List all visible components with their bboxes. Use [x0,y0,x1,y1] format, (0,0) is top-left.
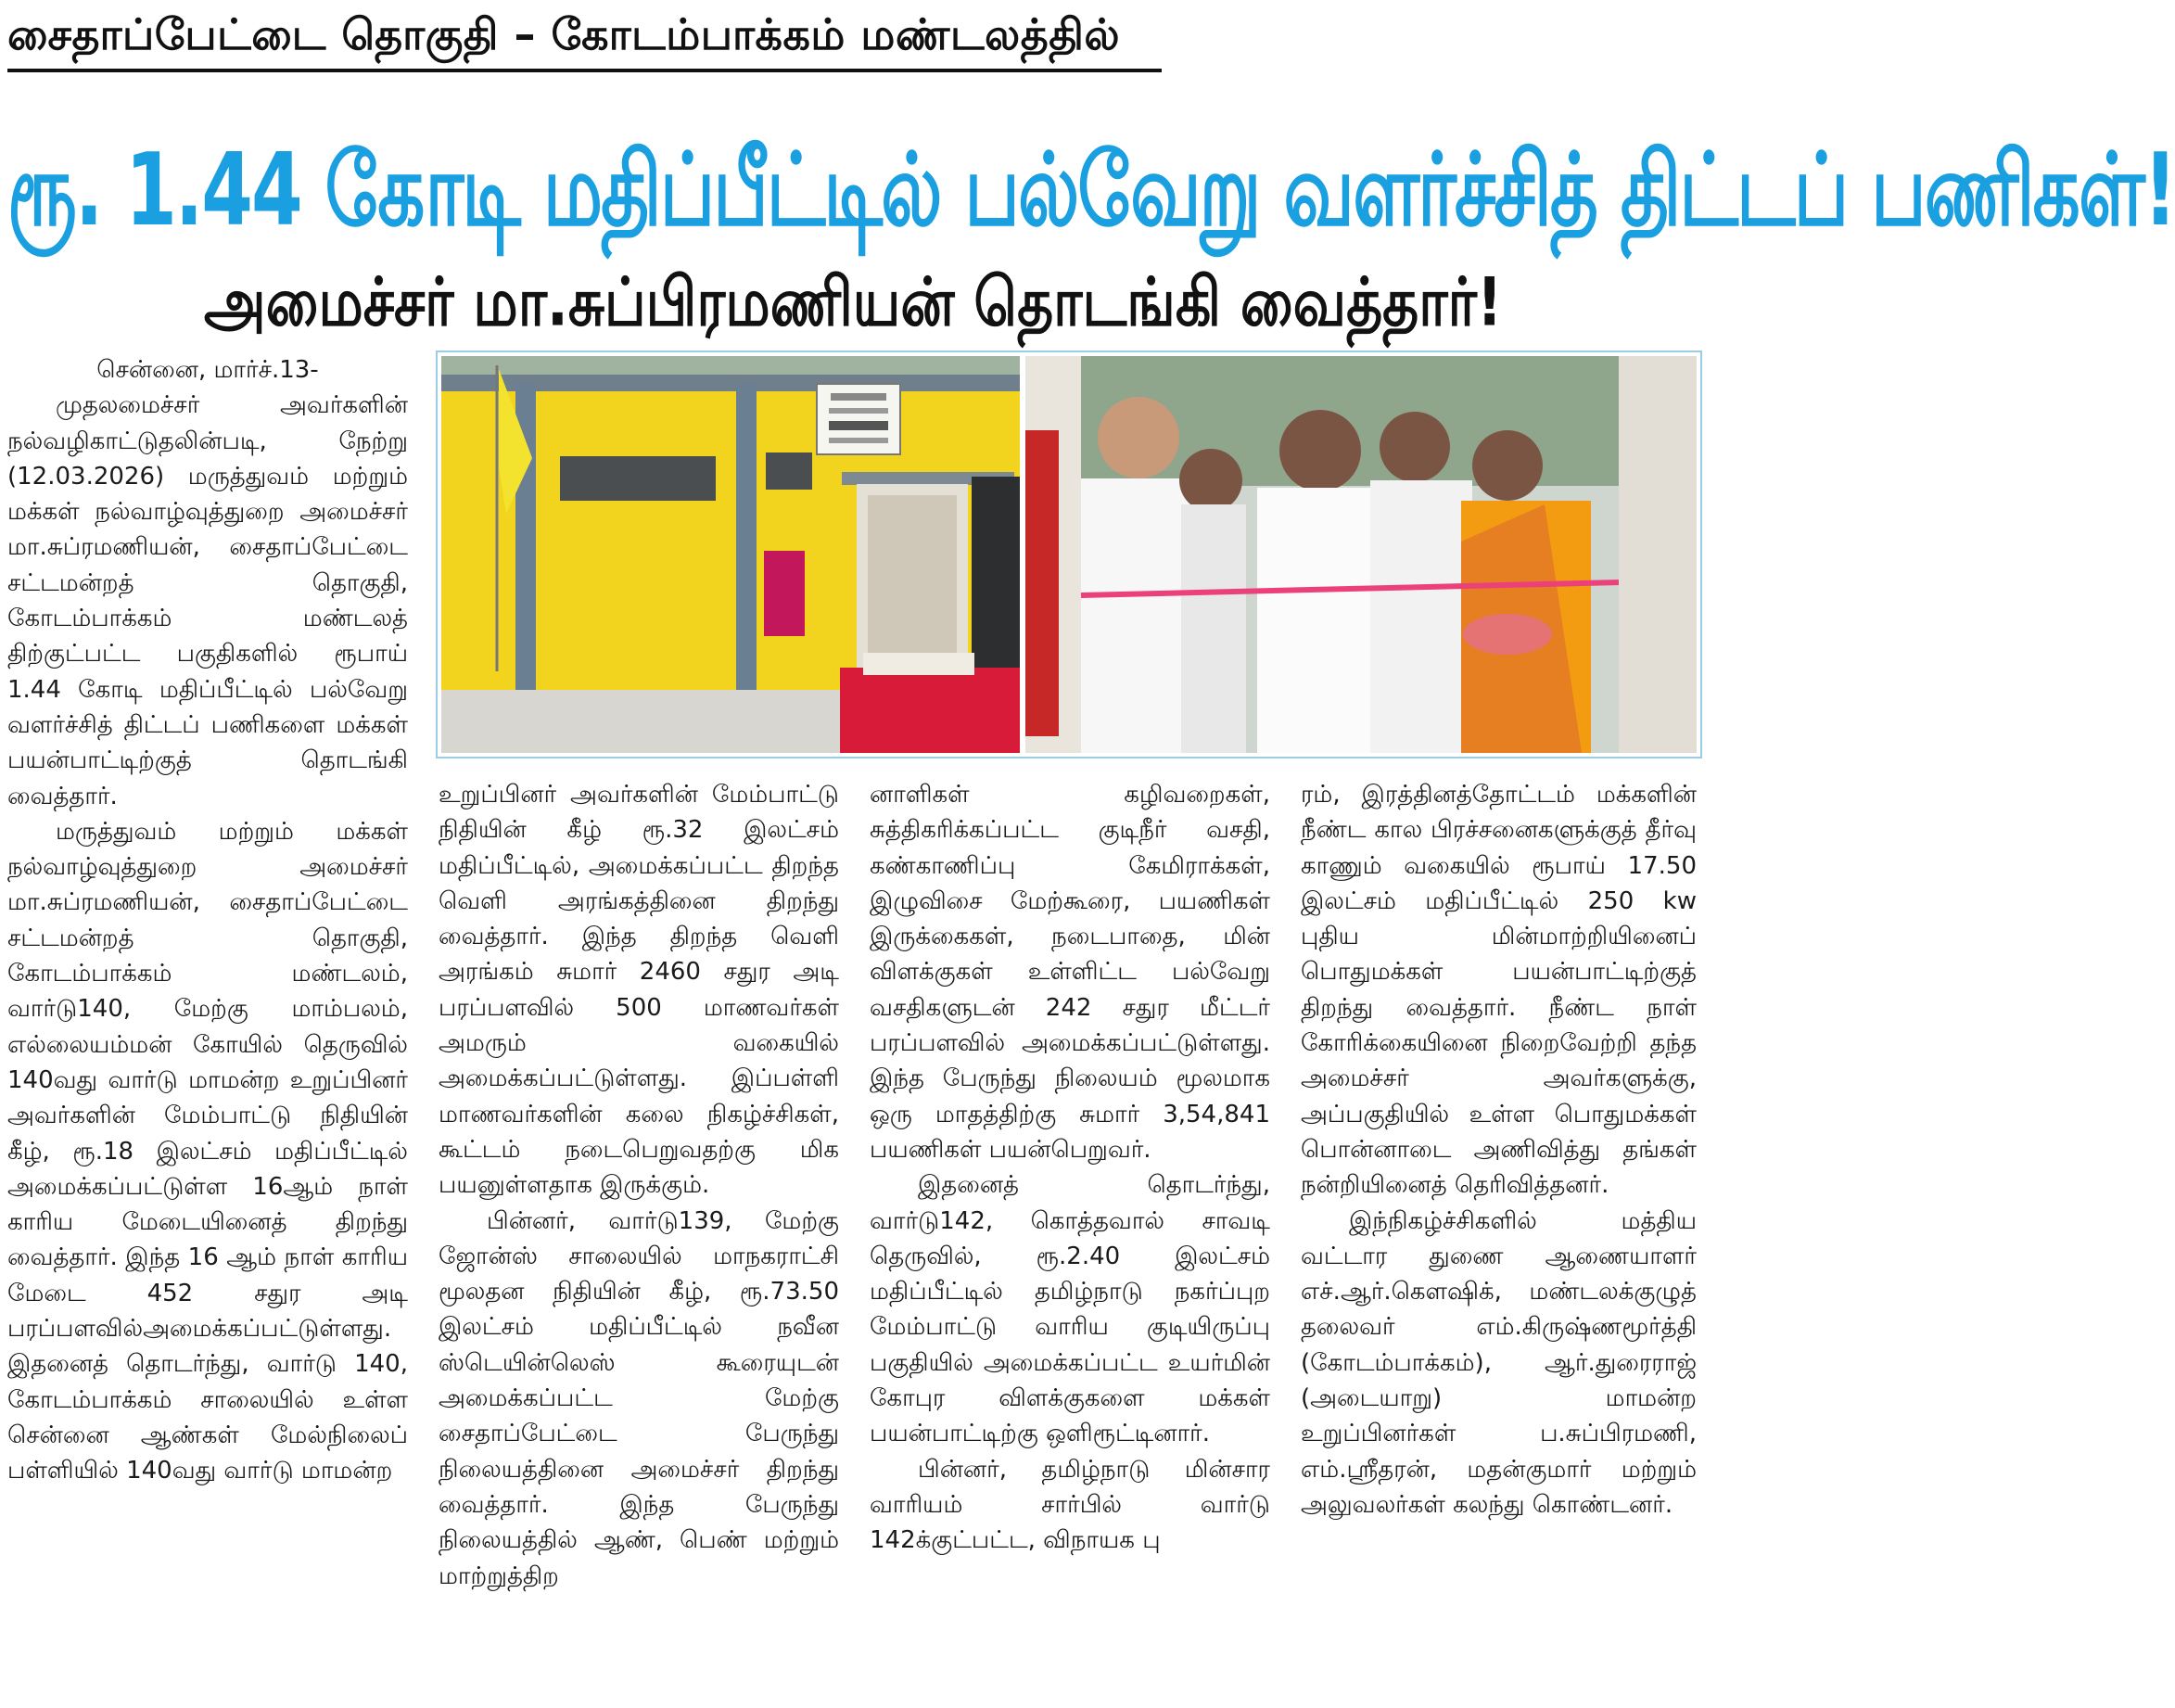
paragraph: ரம், இரத்தினத்தோட்டம் மக்களின் நீண்ட கால பிரச்சனைகளுக்குத் தீர்வு காணும் வகையில் ரூபாய் 17.50 இலட்சம் மதிப்பீட்டில் 250 kw புதிய மின்மாற்றியினைப் பொதுமக்கள் பயன்பாட்டிற்குத் திறந்து வைத்தார். நீண்ட நாள் கோரிக்கையினை நிறைவேற்றி தந்த அமைச்சர் அவர்களுக்கு, அப்பகுதியில் உள்ள பொதுமக்கள் பொன்னாடை அணிவித்து தங்கள் நன்றியினைத் தெரிவித்தனர். [1301,781,1697,1200]
article-column-1 [7,352,408,1489]
kicker-heading: சைதாப்பேட்டை தொகுதி – கோடம்பாக்கம் மண்டலத்தில் [7,6,1162,72]
article-column-4 [1301,777,1697,1523]
main-headline: ரூ. 1.44 கோடி மதிப்பீட்டில் பல்வேறு வளர்ச்சித் திட்டப் பணிகள்! [7,132,2175,249]
paragraph: னாளிகள் கழிவறைகள், சுத்திகரிக்கப்பட்ட குடிநீர் வசதி, கண்காணிப்பு கேமிராக்கள், இழுவிசை மேற்கூரை, பயணிகள் இருக்கைகள், நடைபாதை, மின் விளக்குகள் உள்ளிட்ட பல்வேறு வசதிகளுடன் 242 சதுர மீட்டர் பரப்பளவில் அமைக்கப்பட்டுள்ளது. இந்த பேருந்து நிலையம் மூலமாக ஒரு மாதத்திற்கு சுமார் 3,54,841 பயணிகள் பயன்பெறுவர். [870,781,1270,1164]
subheadline: அமைச்சர் மா.சுப்பிரமணியன் தொடங்கி வைத்தார்! [204,263,1503,342]
paragraph: உறுப்பினர் அவர்களின் மேம்பாட்டு நிதியின் கீழ் ரூ.32 இலட்சம் மதிப்பீட்டில், அமைக்கப்பட்ட திறந்த வெளி அரங்கத்தினை திறந்து வைத்தார். இந்த திறந்த வெளி அரங்கம் சுமார் 2460 சதுர அடி பரப்பளவில் 500 மாணவர்கள் அமரும் வகையில் அமைக்கப்பட்டுள்ளது. இப்பள்ளி மாணவர்களின் கலை நிகழ்ச்சிகள், கூட்டம் நடைபெறுவதற்கு மிக பயனுள்ளதாக இருக்கும். [439,781,839,1200]
inauguration-photo [1025,356,1697,753]
article-column-3 [870,777,1270,1559]
paragraph: மருத்துவம் மற்றும் மக்கள் நல்வாழ்வுத்துறை அமைச்சர் மா.சுப்ரமணியன், சைதாப்பேட்டை சட்டமன்றத் தொகுதி, கோடம்பாக்கம் மண்டலம், வார்டு140, மேற்கு மாம்பலம், எல்லையம்மன் கோயில் தெருவில் 140வது வார்டு மாமன்ற உறுப்பினர் அவர்களின் மேம்பாட்டு நிதியின் கீழ், ரூ.18 இலட்சம் மதிப்பீட்டில் அமைக்கப்பட்டுள்ள 16ஆம் நாள் காரிய மேடையினைத் திறந்து வைத்தார். இந்த 16 ஆம் நாள் காரிய மேடை 452 சதுர அடி பரப்பளவில்அமைக்கப்பட்டுள்ளது. இதனைத் தொடர்ந்து, வார்டு 140, கோடம்பாக்கம் சாலையில் உள்ள சென்னை ஆண்கள் மேல்நிலைப் பள்ளியில் 140வது வார்டு மாமன்ற [7,817,408,1485]
article-column-2 [439,777,839,1594]
paragraph: பின்னர், வார்டு139, மேற்கு ஜோன்ஸ் சாலையில் மாநகராட்சி மூலதன நிதியின் கீழ், ரூ.73.50 இலட்சம் மதிப்பீட்டில் நவீன ஸ்டெயின்லெஸ் கூரையுடன் அமைக்கப்பட்ட மேற்கு சைதாப்பேட்டை பேருந்து நிலையத்தினை அமைச்சர் திறந்து வைத்தார். இந்த பேருந்து நிலையத்தில் ஆண், பெண் மற்றும் மாற்றுத்திற [439,1206,839,1590]
paragraph: இந்நிகழ்ச்சிகளில் மத்திய வட்டார துணை ஆணையாளர் எச்.ஆர்.கௌஷிக், மண்டலக்குழுத் தலைவர் எம்.கிருஷ்ணமூர்த்தி (கோடம்பாக்கம்), ஆர்.துரைராஜ் (அடையாறு) மாமன்ற உறுப்பினர்கள் ப.சுப்பிரமணி, எம்.ஸ்ரீதரன், மதன்குமார் மற்றும் அலுவலர்கள் கலந்து கொண்டனர். [1301,1206,1697,1519]
paragraph: பின்னர், தமிழ்நாடு மின்சார வாரியம் சார்பில் வார்டு 142க்குட்பட்ட, விநாயக பு [870,1455,1270,1555]
building-photo [441,356,1020,753]
paragraph: முதலமைச்சர் அவர்களின் நல்வழிகாட்டுதலின்படி, நேற்று (12.03.2026) மருத்துவம் மற்றும் மக்கள் நல்வாழ்வுத்துறை அமைச்சர் மா.சுப்ரமணியன், சைதாப்பேட்டை சட்டமன்றத் தொகுதி, கோடம்பாக்கம் மண்டலத் திற்குட்பட்ட பகுதிகளில் ரூபாய் 1.44 கோடி மதிப்பீட்டில் பல்வேறு வளர்ச்சித் திட்டப் பணிகளை மக்கள் பயன்பாட்டிற்குத் தொடங்கி வைத்தார். [7,391,408,810]
dateline: சென்னை, மார்ச்.13- [96,356,319,384]
photo-panel [436,351,1702,758]
paragraph: இதனைத் தொடர்ந்து, வார்டு142, கொத்தவால் சாவடி தெருவில், ரூ.2.40 இலட்சம் மதிப்பீட்டில் தமிழ்நாடு நகர்ப்புற மேம்பாட்டு வாரிய குடியிருப்பு பகுதியில் அமைக்கப்பட்ட உயர்மின் கோபுர விளக்குகளை மக்கள் பயன்பாட்டிற்கு ஒளிரூட்டினார். [870,1171,1270,1448]
